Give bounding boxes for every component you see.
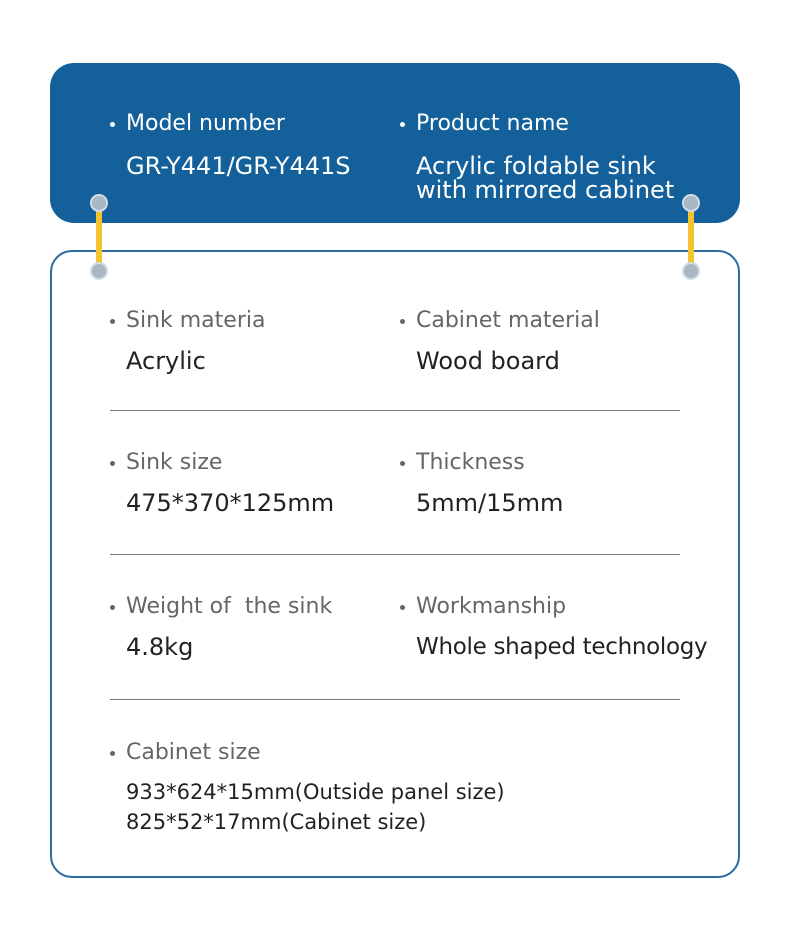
right-bottom-ring — [682, 262, 700, 280]
left-bottom-ring — [90, 262, 108, 280]
cabinet-size-value-line1: 933*624*15mm(Outside panel size) — [126, 780, 505, 804]
sink-size-value: 475*370*125mm — [126, 489, 335, 517]
sink-material-label: Sink materia — [110, 307, 265, 335]
product-name-value-line2: with mirrored cabinet — [416, 176, 675, 204]
product-name-label: Product name — [400, 110, 674, 138]
divider-2 — [110, 554, 680, 555]
workmanship-label: Workmanship — [400, 593, 707, 621]
divider-1 — [110, 410, 680, 411]
weight-value: 4.8kg — [126, 633, 194, 661]
sink-material-value: Acrylic — [126, 347, 206, 375]
product-name-field — [400, 110, 674, 202]
cabinet-material-value: Wood board — [416, 347, 560, 375]
weight-label: Weight of the sink — [110, 593, 332, 621]
left-top-ring — [90, 194, 108, 212]
thickness-field — [400, 449, 563, 517]
right-top-ring — [682, 194, 700, 212]
divider-3 — [110, 699, 680, 700]
model-number-value: GR-Y441/GR-Y441S — [126, 152, 351, 180]
sink-material-field — [110, 307, 265, 375]
cabinet-size-field — [110, 739, 505, 837]
sink-size-field — [110, 449, 334, 517]
weight-field — [110, 593, 332, 661]
thickness-value: 5mm/15mm — [416, 489, 564, 517]
workmanship-field — [400, 593, 707, 661]
model-number-label: Model number — [110, 110, 350, 138]
model-number-field — [110, 110, 350, 180]
cabinet-size-label: Cabinet size — [110, 739, 505, 767]
product-name-value-line1: Acrylic foldable sink — [416, 152, 656, 180]
cabinet-size-value-line2: 825*52*17mm(Cabinet size) — [126, 810, 427, 834]
sink-size-label: Sink size — [110, 449, 334, 477]
cabinet-material-label: Cabinet material — [400, 307, 600, 335]
cabinet-material-field — [400, 307, 600, 375]
thickness-label: Thickness — [400, 449, 563, 477]
workmanship-value: Whole shaped technology — [416, 634, 708, 660]
